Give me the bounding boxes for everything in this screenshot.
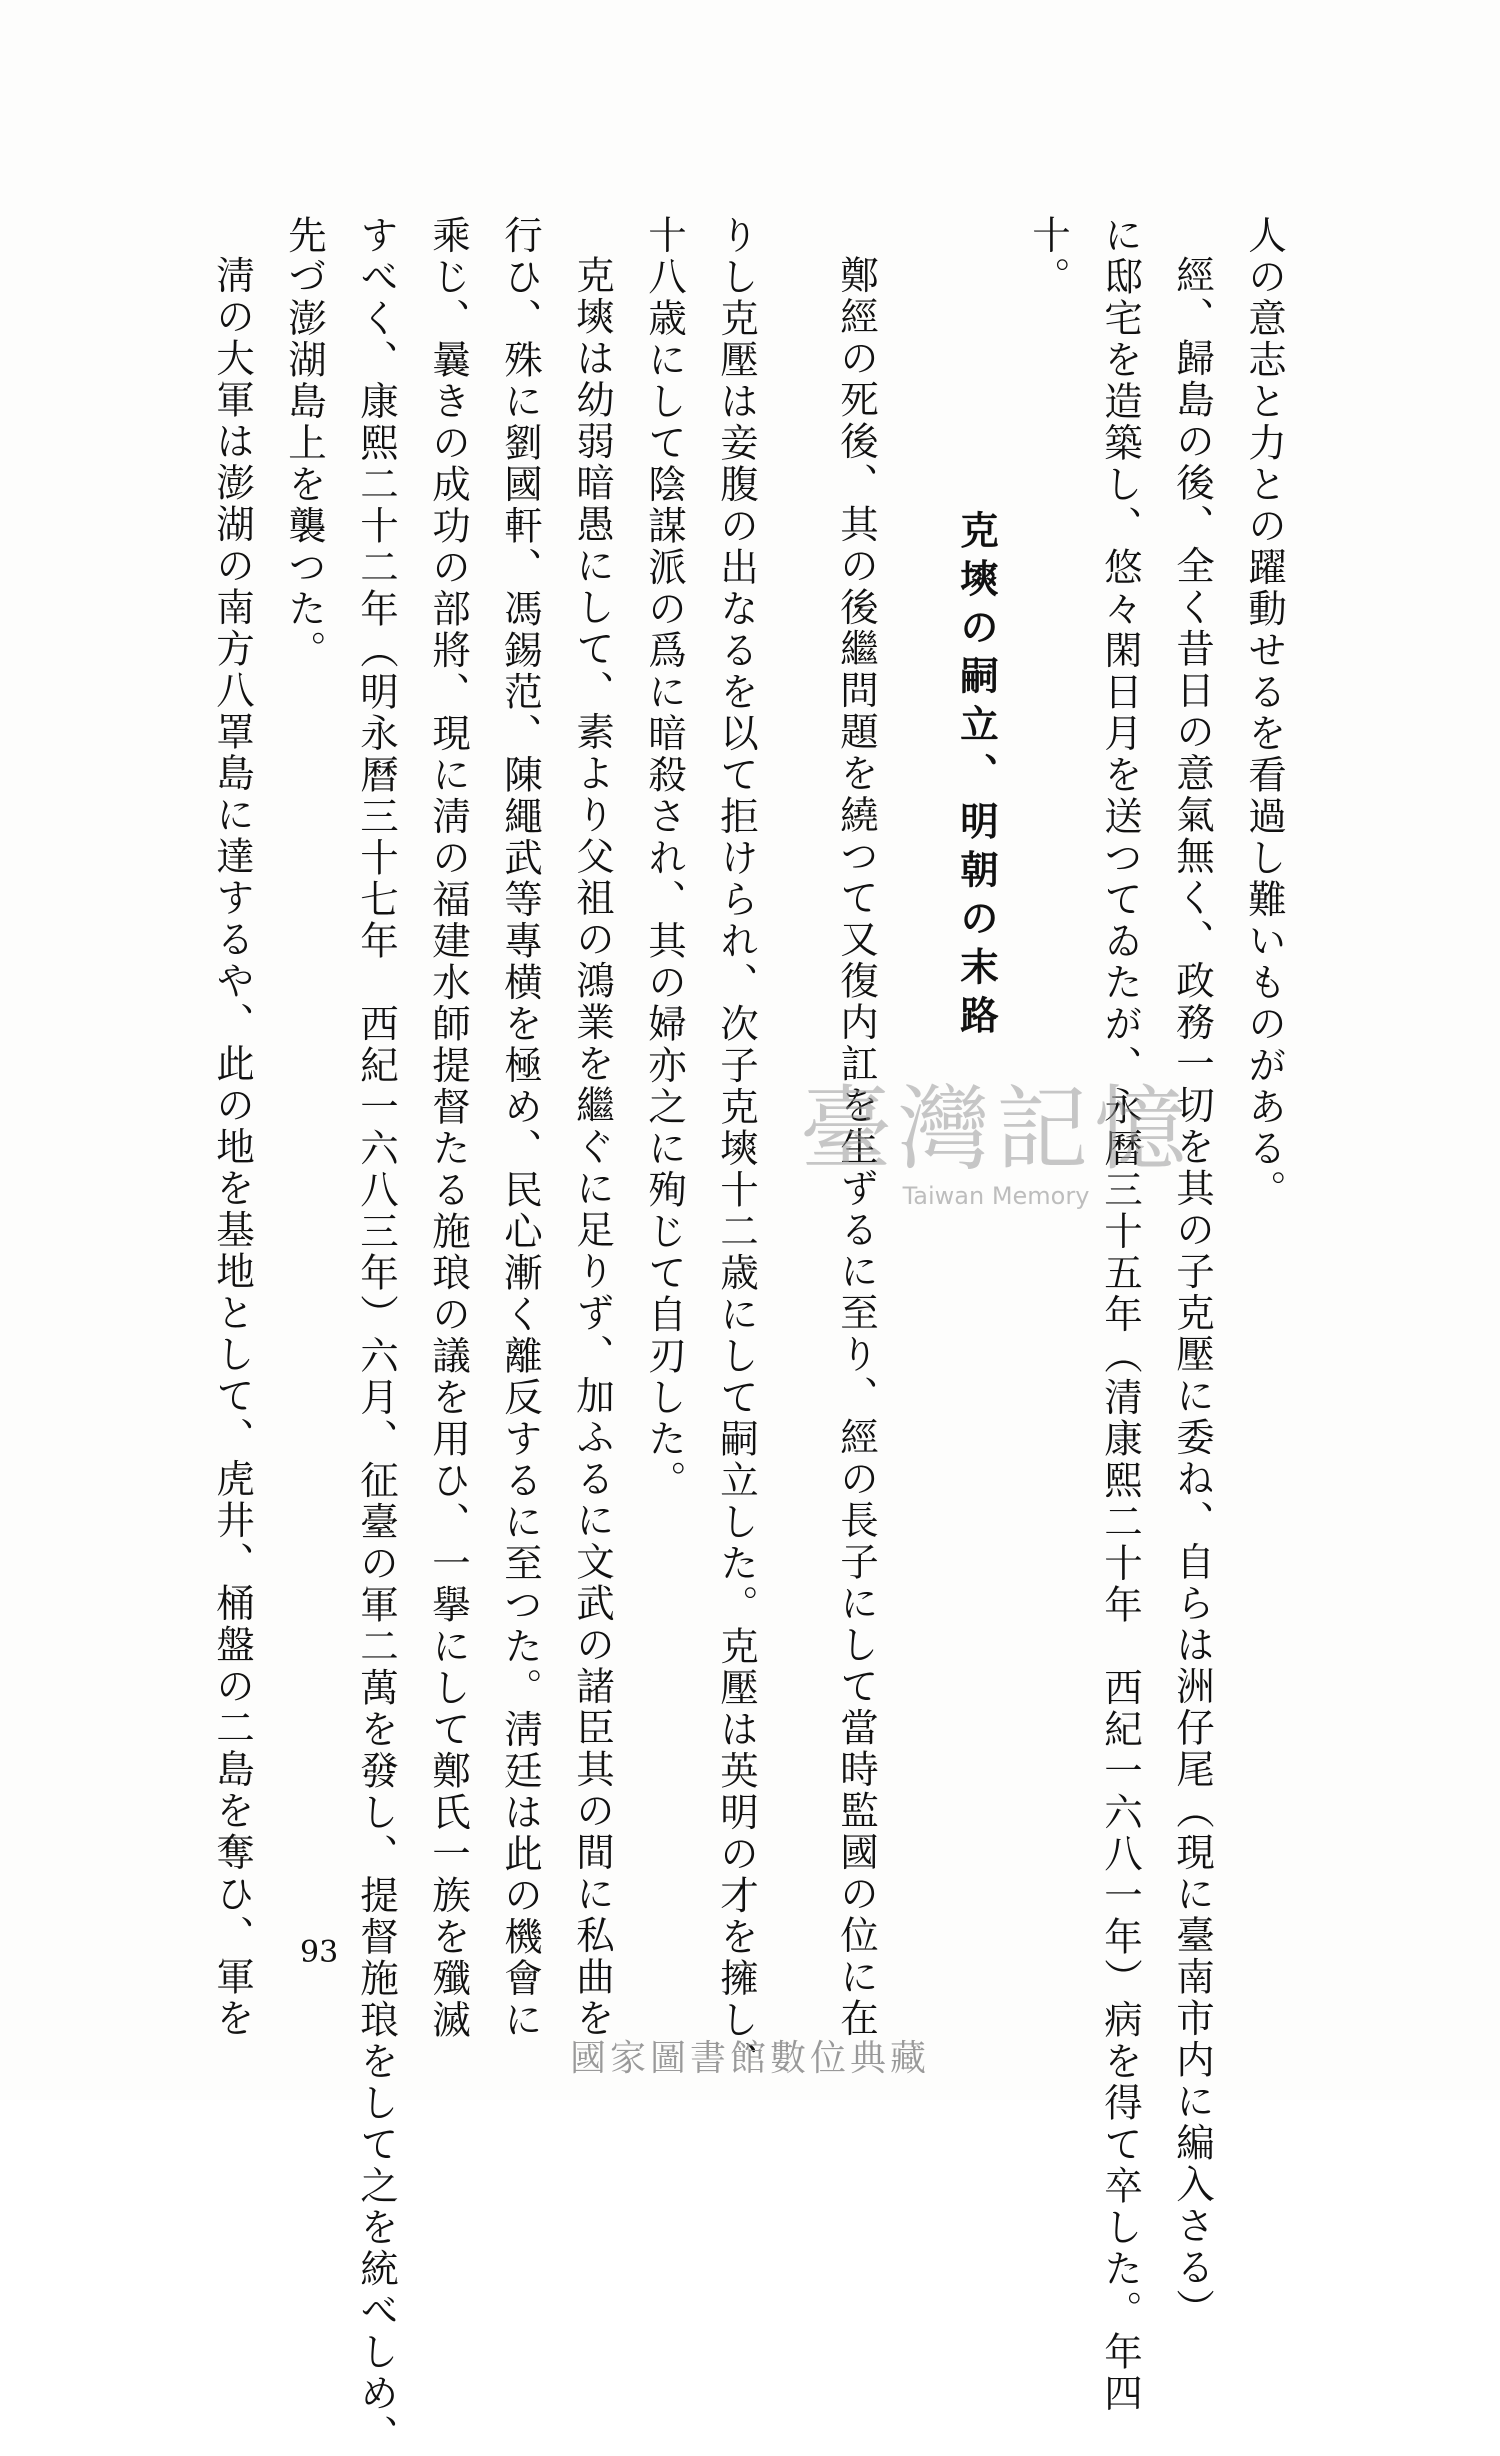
text-column-9: 行ひ、殊に劉國軒、馮錫范、陳繩武等專横を極め、民心漸く離反するに至つた。淸廷は此の機會に xyxy=(498,215,543,2041)
text-column-2: 經、歸島の後、全く昔日の意氣無く、政務一切を其の子克壓に委ね、自らは洲仔尾（現に臺南市内に編入さる） xyxy=(1170,255,1215,2330)
text-column-12: 先づ澎湖島上を襲つた。 xyxy=(282,215,327,672)
text-column-1: 人の意志と力との躍動せるを看過し難いものがある。 xyxy=(1242,215,1287,1211)
text-column-3: に邸宅を造築し、悠々閑日月を送つてゐたが、永曆三十五年（清康熙二十年 西紀一六八一年）病を得て卒した。年四 xyxy=(1098,215,1143,2415)
page-number: 93 xyxy=(300,1935,339,1970)
text-column-6: りし克壓は妾腹の出なるを以て拒けられ、次子克塽十二歳にして嗣立した。克壓は英明の才を擁し、 xyxy=(714,215,759,2083)
text-column-5: 鄭經の死後、其の後繼問題を繞つて又復内訌を生ずるに至り、經の長子にして當時監國の位に在 xyxy=(834,255,879,2040)
watermark-english: Taiwan Memory xyxy=(902,1182,1090,1210)
section-heading: 克塽の嗣立、明朝の末路 xyxy=(954,510,999,1044)
footer-collection-label: 國家圖書館數位典藏 xyxy=(569,2038,930,2079)
text-column-7: 十八歳にして陰謀派の爲に暗殺され、其の婦亦之に殉じて自刃した。 xyxy=(642,215,687,1502)
text-column-4: 十。 xyxy=(1026,215,1071,298)
text-column-8: 克塽は幼弱暗愚にして、素より父祖の鴻業を繼ぐに足りず、加ふるに文武の諸臣其の間に私曲を xyxy=(570,255,615,2040)
text-column-10: 乘じ、曩きの成功の部將、現に淸の福建水師提督たる施琅の議を用ひ、一擧にして鄭氏一族を殲滅 xyxy=(426,215,471,2041)
watermark-chinese: 臺灣記憶 xyxy=(800,1076,1193,1183)
text-column-13: 淸の大軍は澎湖の南方八罩島に達するや、此の地を基地として、虎井、桶盤の二島を奪ひ、軍を xyxy=(210,255,255,2040)
text-column-11: すべく、康熙二十二年（明永曆三十七年 西紀一六八三年）六月、征臺の軍二萬を發し、提督施琅をして之を統べしめ、 xyxy=(354,215,399,2456)
watermark xyxy=(800,1076,1193,1210)
